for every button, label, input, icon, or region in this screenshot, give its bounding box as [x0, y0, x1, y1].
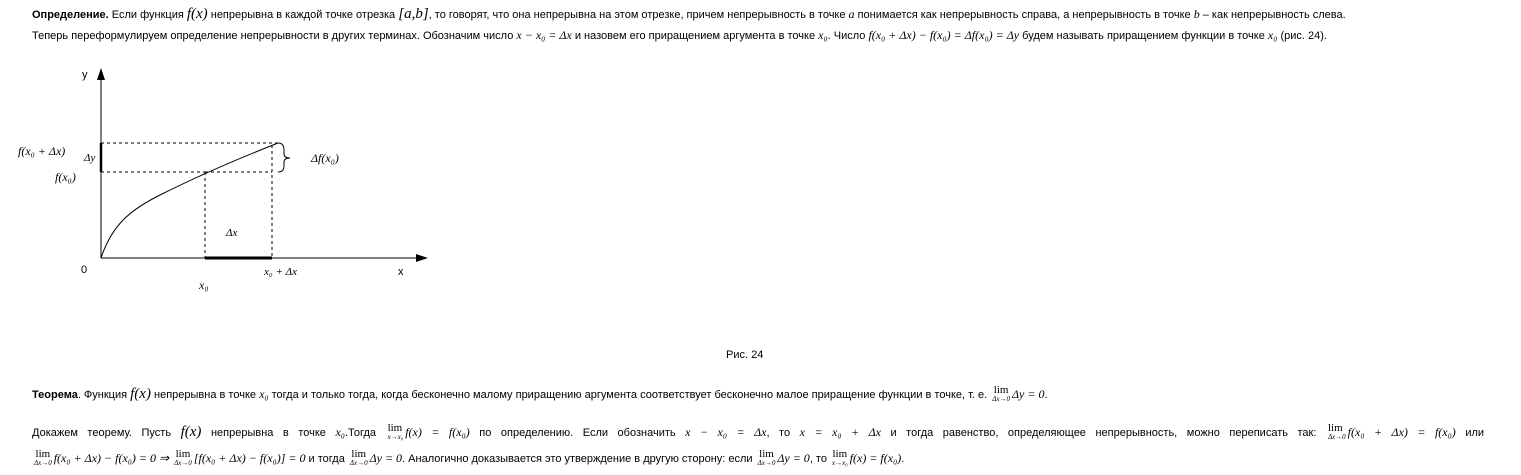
- text: . Функция: [77, 389, 131, 401]
- text: по определению. Если обозначить: [469, 427, 686, 439]
- text: .: [1044, 389, 1048, 401]
- lim-word: lim: [1327, 422, 1343, 435]
- text: Докажем теорему. Пусть: [32, 427, 181, 439]
- lim-subscript: Δx→0: [349, 459, 368, 467]
- formula-step: f(x₀ + Δx) − f(x₀) = 0 ⇒: [53, 450, 173, 465]
- text: – как непрерывность слева.: [1199, 9, 1346, 21]
- limit-expression: [350, 450, 368, 468]
- lim-subscript: Δx→0: [174, 459, 192, 467]
- text: тогда и только тогда, когда бесконечно малому приращению аргумента соответствует бесконечно малое приращение функции в точке, т. е.: [268, 389, 991, 401]
- limit-expression: [388, 424, 404, 442]
- text: , то говорят, что она непрерывна на этом отрезке, причем непрерывность в точке: [428, 9, 849, 21]
- lim-word: lim: [351, 448, 367, 460]
- formula-x0: x₀: [1267, 28, 1278, 42]
- formula-dx: x − x₀ = Δx: [516, 28, 572, 42]
- figure-24: [0, 60, 460, 320]
- origin-label: 0: [81, 264, 88, 276]
- text: будем называть приращением функции в точке: [1019, 30, 1268, 42]
- lim-subscript: Δx→0: [34, 459, 52, 467]
- text: (рис. 24).: [1277, 30, 1327, 42]
- formula-dx: x − x₀ = Δx: [685, 425, 767, 439]
- theorem-label: Теорема: [32, 389, 78, 401]
- limit-expression: [1328, 424, 1346, 442]
- label-dx: Δx: [226, 227, 238, 239]
- formula-fx: f(x): [130, 386, 151, 402]
- formula-x0: x₀: [259, 387, 269, 401]
- formula-fx: f(x): [186, 6, 208, 22]
- x-axis-label: x: [398, 266, 404, 278]
- formula-limit-value: f(x) = f(x₀): [405, 425, 470, 439]
- theorem-paragraph: [32, 386, 1048, 404]
- formula-b: b: [1193, 7, 1200, 21]
- proof-line-2: [32, 450, 904, 468]
- x-axis-arrow: [416, 254, 428, 262]
- lim-word: lim: [175, 448, 191, 460]
- text: Теперь переформулируем определение непрерывности в других терминах. Обозначим число: [32, 30, 517, 42]
- formula-dy-zero: Δy = 0: [369, 450, 403, 465]
- definition-label: Определение.: [32, 9, 109, 21]
- formula-dy: f(x₀ + Δx) − f(x₀) = Δf(x₀) = Δy: [868, 28, 1020, 42]
- lim-subscript: x→x₀: [832, 459, 848, 467]
- formula-fx: f(x): [180, 424, 202, 440]
- text: непрерывна в каждой точке отрезка: [207, 9, 399, 21]
- text: непрерывна в точке: [201, 427, 336, 439]
- text: . Число: [827, 30, 869, 42]
- text: непрерывна в точке: [150, 389, 260, 401]
- function-curve: [101, 143, 278, 258]
- increment-paragraph: [32, 28, 1327, 43]
- y-axis-arrow: [97, 68, 105, 80]
- text: и тогда равенство, определяющее непрерывность, можно переписать так:: [880, 427, 1326, 439]
- lim-subscript: x→x₀: [387, 433, 404, 442]
- limit-expression: [34, 450, 52, 468]
- lim-word: lim: [993, 384, 1009, 397]
- label-dy: Δy: [84, 152, 96, 164]
- text: , то: [809, 452, 831, 465]
- formula-dy-zero: Δy = 0: [777, 450, 810, 465]
- label-f-x0-dx: f(x₀ + Δx): [18, 144, 66, 158]
- y-axis-label: y: [82, 69, 88, 81]
- text: или: [1455, 427, 1485, 439]
- text: , то: [766, 427, 800, 439]
- label-f-x0: f(x₀): [55, 170, 76, 184]
- text: .: [901, 452, 905, 465]
- lim-subscript: Δx→0: [757, 459, 776, 467]
- lim-word: lim: [387, 422, 403, 435]
- limit-expression: [758, 450, 776, 468]
- text: понимается как непрерывность справа, а непрерывность в точке: [854, 9, 1194, 21]
- lim-word: lim: [759, 448, 774, 460]
- formula-x: x = x₀ + Δx: [799, 425, 881, 439]
- lim-subscript: Δx→0: [1327, 433, 1346, 442]
- lim-word: lim: [832, 448, 848, 460]
- brace: [278, 143, 290, 172]
- label-x0-dx: x₀ + Δx: [264, 266, 297, 278]
- text: . Аналогично доказывается это утверждение в другую сторону: если: [402, 452, 756, 465]
- formula-limit-value: f(x₀ + Δx) = f(x₀): [1347, 425, 1456, 439]
- proof-line-1: [32, 424, 1484, 442]
- formula-interval: [a,b]: [398, 6, 429, 22]
- figure-caption: Рис. 24: [726, 349, 764, 361]
- text: и назовем его приращением аргумента в точке: [571, 30, 819, 42]
- formula-x0: x₀: [335, 425, 345, 439]
- limit-expression: [992, 386, 1010, 404]
- label-df-x0: Δf(x₀): [311, 151, 339, 165]
- formula-limit-value: f(x) = f(x₀): [849, 450, 902, 465]
- limit-expression: [832, 450, 848, 468]
- text: Если функция: [108, 9, 187, 21]
- text: .Тогда: [344, 427, 386, 439]
- formula-step: [f(x₀ + Δx) − f(x₀)] = 0: [193, 450, 306, 465]
- lim-subscript: Δx→0: [992, 395, 1010, 404]
- formula-a: a: [848, 7, 855, 21]
- lim-word: lim: [35, 448, 51, 460]
- formula-x0: x₀: [818, 28, 828, 42]
- label-x0: x₀: [199, 278, 209, 292]
- formula-dy-zero: Δy = 0: [1012, 387, 1045, 401]
- definition-paragraph: [32, 6, 1346, 23]
- limit-expression: [174, 450, 192, 468]
- text: и тогда: [305, 452, 348, 465]
